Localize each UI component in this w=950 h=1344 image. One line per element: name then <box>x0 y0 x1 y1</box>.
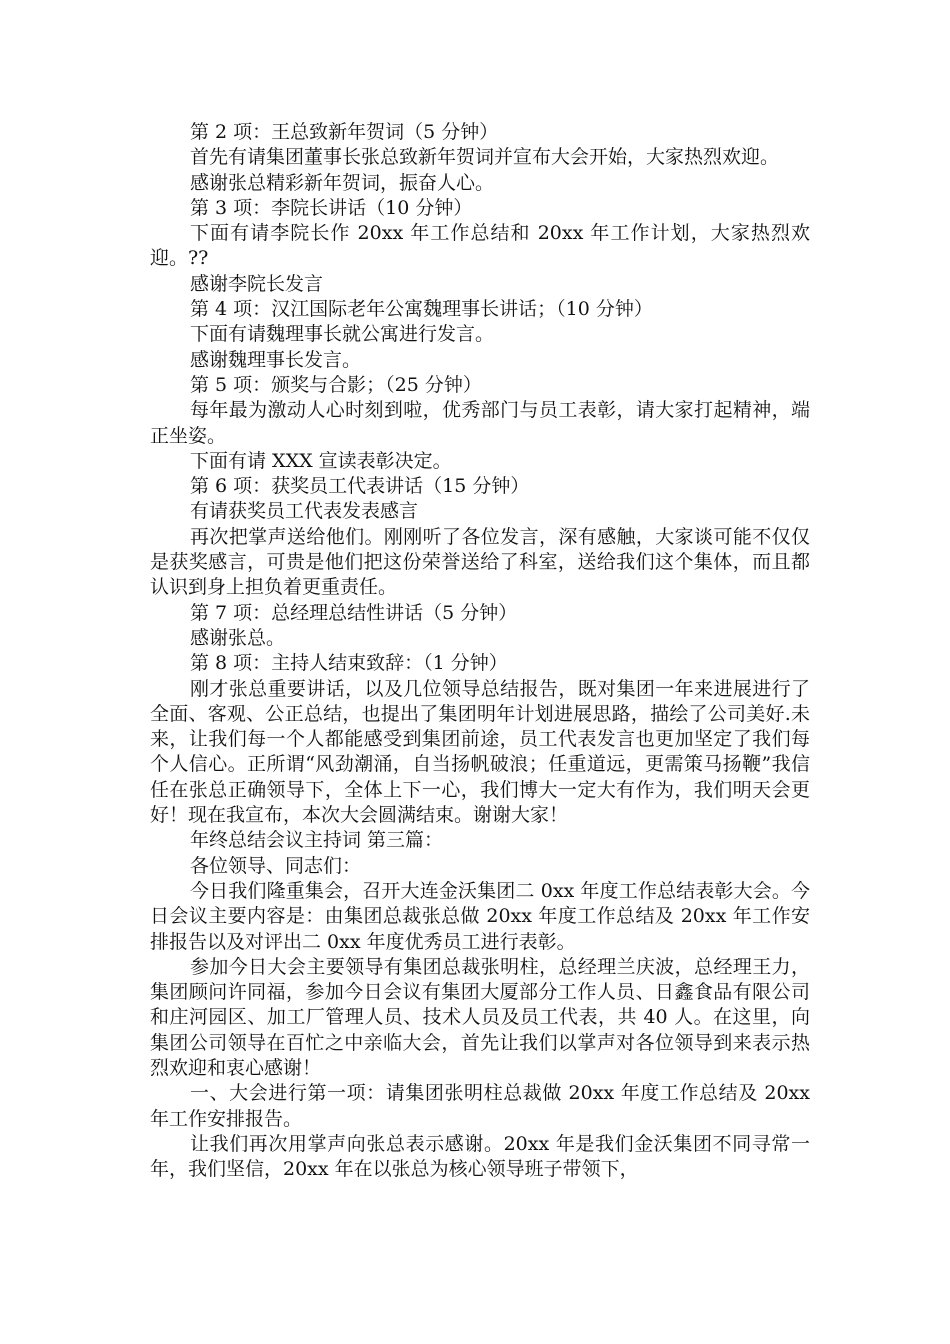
paragraph: 一、大会进行第一项：请集团张明柱总裁做 20xx 年度工作总结及 20xx 年工作安排报告。 <box>150 1082 817 1130</box>
paragraph: 下面有请 XXX 宣读表彰决定。 <box>190 449 452 472</box>
section-heading: 年终总结会议主持词 第三篇： <box>190 829 444 852</box>
paragraph: 感谢魏理事长发言。 <box>190 348 362 371</box>
paragraph: 下面有请魏理事长就公寓进行发言。 <box>190 323 495 346</box>
paragraph: 让我们再次用掌声向张总表示感谢。20xx 年是我们金沃集团不同寻常一年，我们坚信，20xx 年在以张总为核心领导班子带领下， <box>150 1132 810 1181</box>
document-page <box>150 120 817 1182</box>
paragraph: 每年最为激动人心时刻到啦，优秀部门与员工表彰，请大家打起精神，端正坐姿。 <box>150 399 810 447</box>
paragraph: 再次把掌声送给他们。刚刚听了各位发言，深有感触，大家谈可能不仅仅是获奖感言，可贵是他们把这份荣誉送给了科室，送给我们这个集体，而且都认识到身上担负着更重责任。 <box>150 525 810 599</box>
salutation: 各位领导、同志们： <box>190 854 362 877</box>
paragraph-item-2-heading: 第 2 项：王总致新年贺词（5 分钟） <box>190 121 499 143</box>
paragraph-item-7-heading: 第 7 项：总经理总结性讲话（5 分钟） <box>190 601 518 624</box>
paragraph: 参加今日大会主要领导有集团总裁张明柱，总经理兰庆波，总经理王力，集团顾问许同福，参加今日会议有集团大厦部分工作人员、日鑫食品有限公司和庄河园区、加工厂管理人员、技术人员及员工代表，共 40 人。在这里，向集团公司领导在百忙之中亲临大会，首先让我们以掌声对各位领导到来表示热烈欢迎和衷心感谢！ <box>150 955 810 1079</box>
paragraph: 今日我们隆重集会，召开大连金沃集团二 0xx 年度工作总结表彰大会。今日会议主要内容是：由集团总裁张总做 20xx 年度工作总结及 20xx 年工作安排报告以及对评出二 0xx 年度优秀员工进行表彰。 <box>150 879 810 953</box>
paragraph: 有请获奖员工代表发表感言 <box>190 500 419 523</box>
paragraph-item-6-heading: 第 6 项：获奖员工代表讲话（15 分钟） <box>190 475 530 498</box>
paragraph-item-5-heading: 第 5 项：颁奖与合影；（25 分钟） <box>190 373 482 396</box>
paragraph: 下面有请李院长作 20xx 年工作总结和 20xx 年工作计划，大家热烈欢迎。?? <box>150 222 810 270</box>
paragraph: 感谢李院长发言 <box>190 272 324 295</box>
paragraph: 刚才张总重要讲话，以及几位领导总结报告，既对集团一年来进展进行了全面、客观、公正总结，也提出了集团明年计划进展思路，描绘了公司美好.未来，让我们每一个人都能感受到集团前途，员工代表发言也更加坚定了我们每个人信心。正所谓“风劲潮涌，自当扬帆破浪；任重道远，更需策马扬鞭”我信任在张总正确领导下，全体上下一心，我们博大一定大有作为，我们明天会更好！现在我宣布，本次大会圆满结束。谢谢大家！ <box>150 677 810 827</box>
paragraph: 感谢张总。 <box>190 626 286 649</box>
paragraph: 感谢张总精彩新年贺词，振奋人心。 <box>190 171 495 194</box>
paragraph-item-8-heading: 第 8 项：主持人结束致辞：（1 分钟） <box>190 652 508 675</box>
paragraph-item-3-heading: 第 3 项：李院长讲话（10 分钟） <box>190 196 473 219</box>
paragraph-item-4-heading: 第 4 项：汉江国际老年公寓魏理事长讲话；（10 分钟） <box>190 298 653 321</box>
paragraph: 首先有请集团董事长张总致新年贺词并宣布大会开始，大家热烈欢迎。 <box>190 146 780 169</box>
